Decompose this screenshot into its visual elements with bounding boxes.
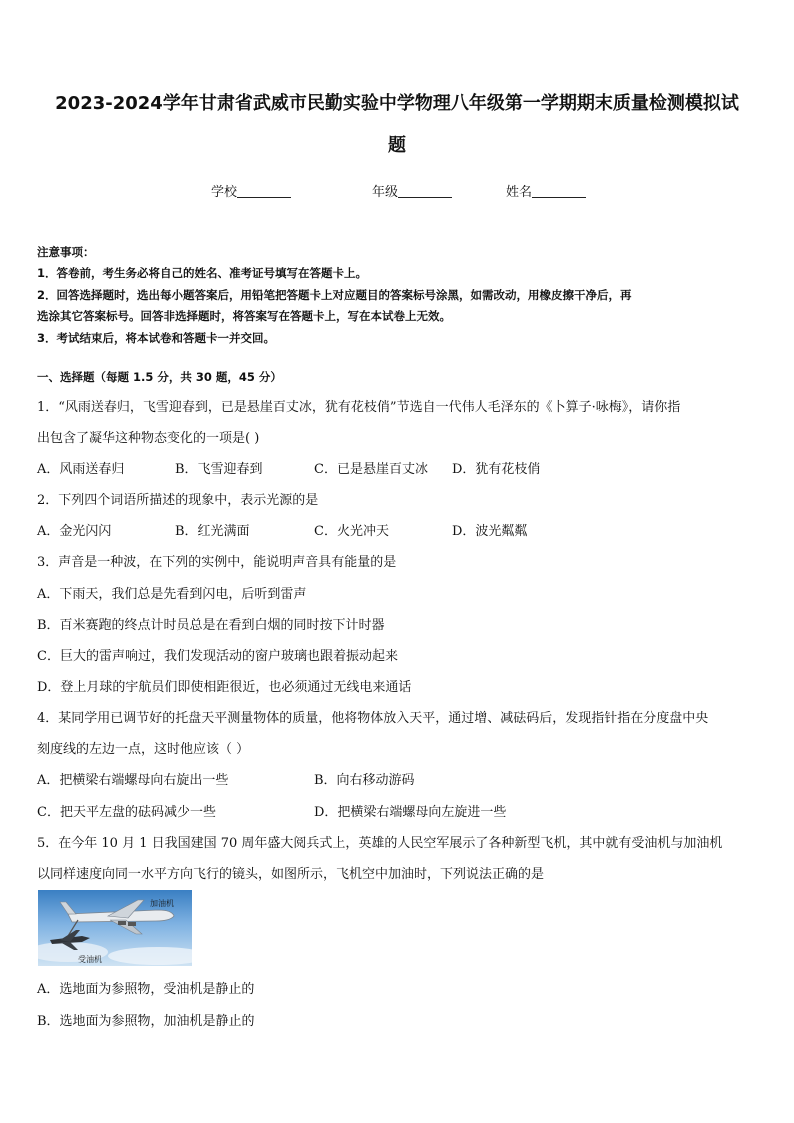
- question-4-option-d: D．把横梁右端螺母向左旋进一些: [314, 805, 507, 820]
- name-field: [506, 181, 586, 200]
- receiver-label: 受油机: [78, 955, 102, 964]
- grade-blank: [398, 183, 452, 198]
- question-4-stem-line2: 刻度线的左边一点，这时他应该（ ）: [37, 742, 250, 757]
- question-2-option-c: C．火光冲天: [314, 524, 389, 539]
- question-3-stem: 3．声音是一种波，在下列的实例中，能说明声音具有能量的是: [37, 555, 397, 570]
- question-4-option-c: C．把天平左盘的砝码减少一些: [37, 805, 216, 820]
- exam-title-line1: 2023-2024学年甘肃省武威市民勤实验中学物理八年级第一学期期末质量检测模拟试: [55, 93, 739, 114]
- notes-item-2: 2．回答选择题时，选出每小题答案后，用铅笔把答题卡上对应题目的答案标号涂黑，如需改动，用橡皮擦干净后，再: [37, 288, 632, 302]
- grade-field: [372, 181, 452, 200]
- refueling-aircraft-image: [38, 890, 192, 966]
- question-1-option-a: A．风雨送春归: [37, 462, 125, 477]
- question-2-option-d: D．波光粼粼: [452, 524, 528, 539]
- question-1-option-d: D．犹有花枝俏: [452, 462, 541, 477]
- notes-item-3: 3．考试结束后，将本试卷和答题卡一并交回。: [37, 331, 275, 345]
- question-2-stem: 2．下列四个词语所描述的现象中，表示光源的是: [37, 493, 319, 508]
- question-3-option-d: D．登上月球的宇航员们即使相距很近，也必须通过无线电来通话: [37, 680, 412, 695]
- question-1-option-b: B．飞雪迎春到: [175, 462, 263, 477]
- notes-item-2-cont: 选涂其它答案标号。回答非选择题时，将答案写在答题卡上，写在本试卷上无效。: [37, 309, 451, 323]
- question-5-stem-line1: 5．在今年 10 月 1 日我国建国 70 周年盛大阅兵式上，英雄的人民空军展示了各种新型飞机，其中就有受油机与加油机: [37, 836, 723, 851]
- exam-title-line2: 题: [388, 135, 406, 156]
- name-blank: [532, 183, 586, 198]
- question-4-option-b: B．向右移动游码: [314, 773, 415, 788]
- question-5-option-b: B．选地面为参照物，加油机是静止的: [37, 1014, 255, 1029]
- question-3-option-b: B．百米赛跑的终点计时员总是在看到白烟的同时按下计时器: [37, 618, 385, 633]
- tanker-label: 加油机: [150, 899, 174, 908]
- school-label: 学校: [211, 185, 238, 200]
- question-3-option-a: A．下雨天，我们总是先看到闪电，后听到雷声: [37, 587, 307, 602]
- notes-item-1: 1．答卷前，考生务必将自己的姓名、准考证号填写在答题卡上。: [37, 266, 367, 280]
- school-field: [211, 181, 291, 200]
- question-4-stem-line1: 4．某同学用已调节好的托盘天平测量物体的质量，他将物体放入天平，通过增、减砝码后，发现指针指在分度盘中央: [37, 711, 709, 726]
- notes-heading: 注意事项：: [37, 245, 95, 259]
- question-5-option-a: A．选地面为参照物，受油机是静止的: [37, 982, 255, 997]
- question-2-option-b: B．红光满面: [175, 524, 250, 539]
- question-1-option-c: C．已是悬崖百丈冰: [314, 462, 428, 477]
- question-5-stem-line2: 以同样速度向同一水平方向飞行的镜头，如图所示，飞机空中加油时，下列说法正确的是: [37, 867, 545, 882]
- name-label: 姓名: [506, 185, 533, 200]
- question-3-option-c: C．巨大的雷声响过，我们发现活动的窗户玻璃也跟着振动起来: [37, 649, 398, 664]
- question-1-stem-line2: 出包含了凝华这种物态变化的一项是( ): [37, 431, 260, 446]
- section-heading: 一、选择题（每题 1.5 分，共 30 题，45 分）: [37, 370, 282, 384]
- school-blank: [237, 183, 291, 198]
- grade-label: 年级: [372, 185, 399, 200]
- question-1-stem-line1: 1．“风雨送春归，飞雪迎春到，已是悬崖百丈冰，犹有花枝俏”节选自一代伟人毛泽东的《卜算子·咏梅》，请你指: [37, 400, 681, 415]
- question-4-option-a: A．把横梁右端螺母向右旋出一些: [37, 773, 229, 788]
- question-2-option-a: A．金光闪闪: [37, 524, 112, 539]
